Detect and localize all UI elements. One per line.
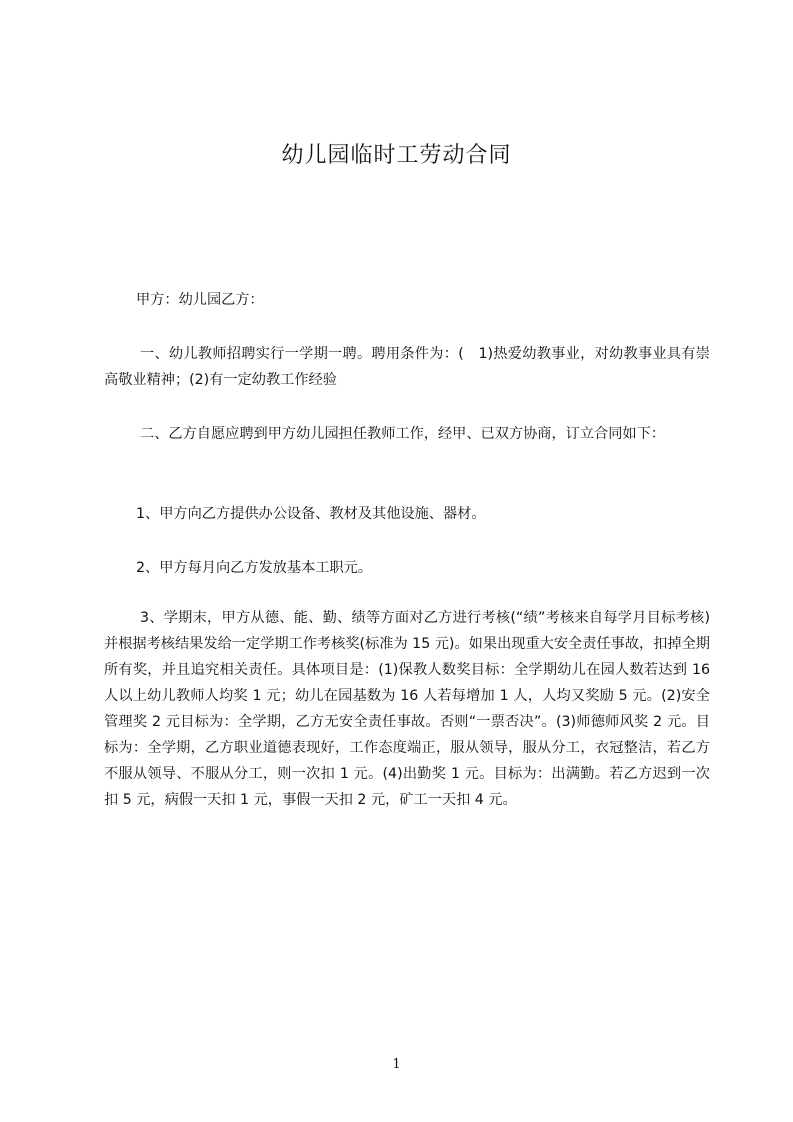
document-title: 幼儿园临时工劳动合同 (281, 143, 512, 168)
clause-one: 一、幼儿教师招聘实行一学期一聘。聘用条件为：( 1)热爱幼教事业，对幼教事业具有崇高敬业精神；(2)有一定幼教工作经验 (104, 346, 710, 388)
item-two: 2、甲方每月向乙方发放基本工职元。 (136, 560, 373, 576)
page-number: 1 (392, 1057, 401, 1072)
item-one: 1、甲方向乙方提供办公设备、教材及其他设施、器材。 (136, 506, 486, 522)
parties-line: 甲方：幼儿园乙方： (136, 292, 264, 308)
item-three: 3、学期末，甲方从德、能、勤、绩等方面对乙方进行考核(“绩”考核来自每学月目标考核)并根据考核结果发给一定学期工作考核奖(标准为 15 元)。如果出现重大安全责任事故，扣掉全期所有奖，并且追究相关责任。具体项目是：(1)保教人数奖目标：全学期幼儿在园人数若达到 16 人以上幼儿教师人均奖 1 元；幼儿在园基数为 16 人若每增加 1 人，人均又奖励 5 元。(2)安全管理奖 2 元目标为：全学期，乙方无安全责任事故。否则“一票否决”。(3)师德师风奖 2 元。目标为：全学期，乙方职业道德表现好，工作态度端正，服从领导，服从分工，衣冠整洁，若乙方不服从领导、不服从分工，则一次扣 1 元。(4)出勤奖 1 元。目标为：出满勤。若乙方迟到一次扣 5 元，病假一天扣 1 元，事假一天扣 2 元，矿工一天扣 4 元。 (104, 610, 710, 808)
clause-two: 二、乙方自愿应聘到甲方幼儿园担任教师工作，经甲、已双方协商，订立合同如下： (140, 426, 665, 442)
